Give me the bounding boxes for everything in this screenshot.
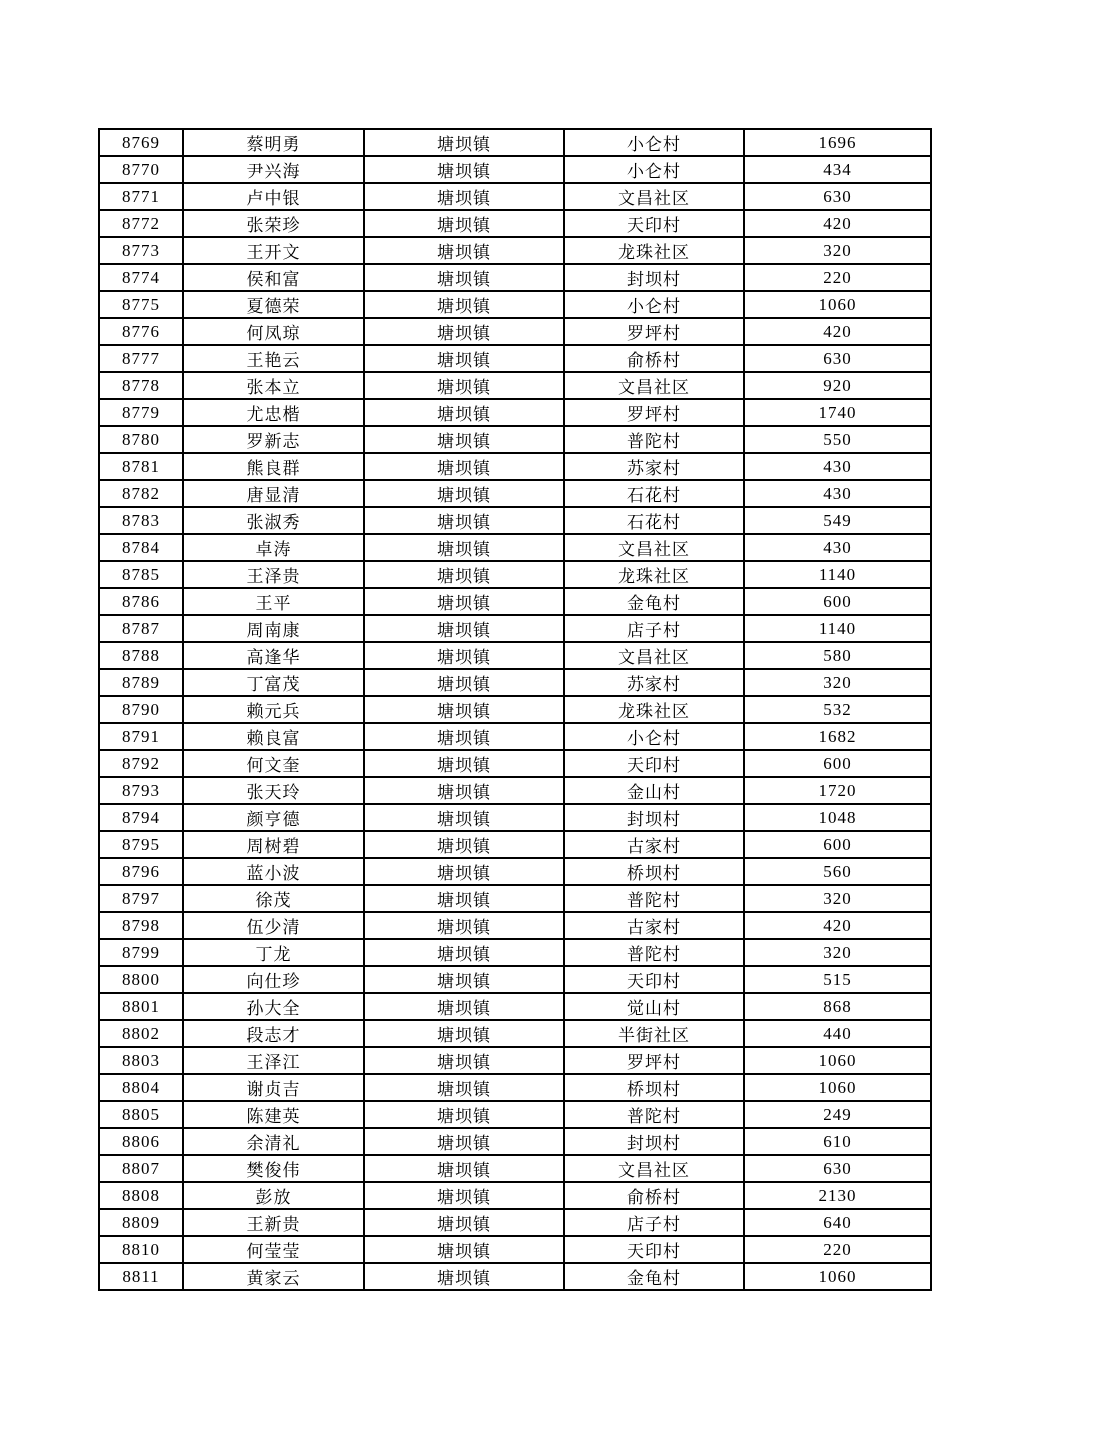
cell-person-name: 颜亨德 xyxy=(183,804,364,831)
cell-village: 半街社区 xyxy=(564,1020,744,1047)
cell-person-name: 王平 xyxy=(183,588,364,615)
cell-town: 塘坝镇 xyxy=(364,1101,564,1128)
cell-serial-number: 8774 xyxy=(99,264,183,291)
cell-town: 塘坝镇 xyxy=(364,858,564,885)
cell-person-name: 卢中银 xyxy=(183,183,364,210)
cell-town: 塘坝镇 xyxy=(364,723,564,750)
cell-village: 小仑村 xyxy=(564,156,744,183)
cell-town: 塘坝镇 xyxy=(364,129,564,156)
table-row xyxy=(99,291,931,318)
cell-amount: 560 xyxy=(744,858,931,885)
cell-serial-number: 8803 xyxy=(99,1047,183,1074)
cell-village: 小仑村 xyxy=(564,723,744,750)
cell-person-name: 王开文 xyxy=(183,237,364,264)
cell-serial-number: 8792 xyxy=(99,750,183,777)
cell-village: 天印村 xyxy=(564,750,744,777)
cell-town: 塘坝镇 xyxy=(364,696,564,723)
cell-serial-number: 8810 xyxy=(99,1236,183,1263)
table-row xyxy=(99,480,931,507)
cell-person-name: 王泽贵 xyxy=(183,561,364,588)
cell-amount: 1060 xyxy=(744,1263,931,1290)
cell-person-name: 陈建英 xyxy=(183,1101,364,1128)
cell-village: 俞桥村 xyxy=(564,1182,744,1209)
cell-person-name: 伍少清 xyxy=(183,912,364,939)
cell-town: 塘坝镇 xyxy=(364,1209,564,1236)
cell-village: 文昌社区 xyxy=(564,642,744,669)
cell-person-name: 樊俊伟 xyxy=(183,1155,364,1182)
cell-village: 龙珠社区 xyxy=(564,696,744,723)
cell-amount: 430 xyxy=(744,480,931,507)
cell-amount: 549 xyxy=(744,507,931,534)
cell-person-name: 罗新志 xyxy=(183,426,364,453)
cell-amount: 430 xyxy=(744,534,931,561)
cell-person-name: 丁龙 xyxy=(183,939,364,966)
cell-amount: 440 xyxy=(744,1020,931,1047)
cell-person-name: 侯和富 xyxy=(183,264,364,291)
cell-town: 塘坝镇 xyxy=(364,750,564,777)
cell-serial-number: 8796 xyxy=(99,858,183,885)
table-row xyxy=(99,1047,931,1074)
cell-town: 塘坝镇 xyxy=(364,1047,564,1074)
cell-village: 小仑村 xyxy=(564,291,744,318)
cell-serial-number: 8789 xyxy=(99,669,183,696)
table-row xyxy=(99,858,931,885)
cell-town: 塘坝镇 xyxy=(364,885,564,912)
cell-town: 塘坝镇 xyxy=(364,1128,564,1155)
cell-person-name: 周树碧 xyxy=(183,831,364,858)
cell-serial-number: 8802 xyxy=(99,1020,183,1047)
cell-town: 塘坝镇 xyxy=(364,210,564,237)
table-row xyxy=(99,696,931,723)
cell-serial-number: 8794 xyxy=(99,804,183,831)
cell-serial-number: 8786 xyxy=(99,588,183,615)
cell-amount: 434 xyxy=(744,156,931,183)
cell-serial-number: 8778 xyxy=(99,372,183,399)
cell-town: 塘坝镇 xyxy=(364,777,564,804)
cell-town: 塘坝镇 xyxy=(364,183,564,210)
table-row xyxy=(99,912,931,939)
cell-town: 塘坝镇 xyxy=(364,237,564,264)
table-row xyxy=(99,534,931,561)
cell-village: 店子村 xyxy=(564,1209,744,1236)
table-row xyxy=(99,1128,931,1155)
table-row xyxy=(99,183,931,210)
table-row xyxy=(99,561,931,588)
cell-serial-number: 8772 xyxy=(99,210,183,237)
cell-person-name: 卓涛 xyxy=(183,534,364,561)
cell-town: 塘坝镇 xyxy=(364,804,564,831)
cell-village: 天印村 xyxy=(564,210,744,237)
table-row xyxy=(99,1020,931,1047)
cell-town: 塘坝镇 xyxy=(364,561,564,588)
cell-person-name: 何文奎 xyxy=(183,750,364,777)
cell-town: 塘坝镇 xyxy=(364,939,564,966)
cell-serial-number: 8770 xyxy=(99,156,183,183)
cell-serial-number: 8782 xyxy=(99,480,183,507)
cell-village: 文昌社区 xyxy=(564,1155,744,1182)
table-row xyxy=(99,237,931,264)
cell-person-name: 余清礼 xyxy=(183,1128,364,1155)
table-row xyxy=(99,993,931,1020)
cell-town: 塘坝镇 xyxy=(364,480,564,507)
cell-serial-number: 8784 xyxy=(99,534,183,561)
cell-village: 罗坪村 xyxy=(564,399,744,426)
cell-serial-number: 8791 xyxy=(99,723,183,750)
cell-village: 龙珠社区 xyxy=(564,561,744,588)
cell-serial-number: 8779 xyxy=(99,399,183,426)
cell-serial-number: 8787 xyxy=(99,615,183,642)
cell-town: 塘坝镇 xyxy=(364,156,564,183)
cell-town: 塘坝镇 xyxy=(364,318,564,345)
table-body xyxy=(99,129,931,1290)
table-row xyxy=(99,318,931,345)
cell-town: 塘坝镇 xyxy=(364,1020,564,1047)
cell-amount: 1720 xyxy=(744,777,931,804)
cell-person-name: 向仕珍 xyxy=(183,966,364,993)
cell-amount: 249 xyxy=(744,1101,931,1128)
cell-person-name: 谢贞吉 xyxy=(183,1074,364,1101)
roster-table xyxy=(98,128,932,1291)
cell-amount: 220 xyxy=(744,1236,931,1263)
table-row xyxy=(99,588,931,615)
cell-serial-number: 8785 xyxy=(99,561,183,588)
cell-serial-number: 8799 xyxy=(99,939,183,966)
cell-person-name: 赖良富 xyxy=(183,723,364,750)
cell-town: 塘坝镇 xyxy=(364,588,564,615)
cell-amount: 220 xyxy=(744,264,931,291)
table-row xyxy=(99,615,931,642)
cell-town: 塘坝镇 xyxy=(364,291,564,318)
cell-amount: 1048 xyxy=(744,804,931,831)
cell-village: 石花村 xyxy=(564,480,744,507)
cell-village: 金龟村 xyxy=(564,588,744,615)
cell-town: 塘坝镇 xyxy=(364,426,564,453)
cell-amount: 2130 xyxy=(744,1182,931,1209)
cell-serial-number: 8804 xyxy=(99,1074,183,1101)
cell-amount: 550 xyxy=(744,426,931,453)
cell-town: 塘坝镇 xyxy=(364,345,564,372)
cell-village: 文昌社区 xyxy=(564,183,744,210)
cell-village: 苏家村 xyxy=(564,453,744,480)
cell-village: 古家村 xyxy=(564,912,744,939)
cell-person-name: 尤忠楷 xyxy=(183,399,364,426)
cell-amount: 430 xyxy=(744,453,931,480)
cell-serial-number: 8797 xyxy=(99,885,183,912)
cell-amount: 630 xyxy=(744,183,931,210)
cell-amount: 320 xyxy=(744,669,931,696)
cell-serial-number: 8805 xyxy=(99,1101,183,1128)
cell-serial-number: 8771 xyxy=(99,183,183,210)
table-row xyxy=(99,372,931,399)
cell-village: 罗坪村 xyxy=(564,1047,744,1074)
cell-amount: 640 xyxy=(744,1209,931,1236)
cell-person-name: 孙大全 xyxy=(183,993,364,1020)
cell-amount: 600 xyxy=(744,831,931,858)
cell-amount: 532 xyxy=(744,696,931,723)
table-row xyxy=(99,723,931,750)
cell-village: 桥坝村 xyxy=(564,858,744,885)
cell-serial-number: 8780 xyxy=(99,426,183,453)
cell-amount: 580 xyxy=(744,642,931,669)
cell-serial-number: 8769 xyxy=(99,129,183,156)
table-row xyxy=(99,1209,931,1236)
cell-serial-number: 8781 xyxy=(99,453,183,480)
cell-village: 文昌社区 xyxy=(564,534,744,561)
table-row xyxy=(99,426,931,453)
cell-amount: 610 xyxy=(744,1128,931,1155)
table-row xyxy=(99,264,931,291)
cell-amount: 630 xyxy=(744,1155,931,1182)
cell-person-name: 丁富茂 xyxy=(183,669,364,696)
cell-village: 俞桥村 xyxy=(564,345,744,372)
cell-serial-number: 8777 xyxy=(99,345,183,372)
cell-amount: 1682 xyxy=(744,723,931,750)
cell-amount: 320 xyxy=(744,885,931,912)
cell-serial-number: 8798 xyxy=(99,912,183,939)
cell-town: 塘坝镇 xyxy=(364,264,564,291)
cell-amount: 420 xyxy=(744,210,931,237)
table-row xyxy=(99,345,931,372)
cell-village: 古家村 xyxy=(564,831,744,858)
cell-village: 普陀村 xyxy=(564,885,744,912)
cell-village: 天印村 xyxy=(564,966,744,993)
cell-person-name: 彭放 xyxy=(183,1182,364,1209)
table-row xyxy=(99,1263,931,1290)
table-row xyxy=(99,399,931,426)
cell-amount: 920 xyxy=(744,372,931,399)
cell-amount: 1140 xyxy=(744,615,931,642)
cell-village: 封坝村 xyxy=(564,264,744,291)
cell-village: 普陀村 xyxy=(564,939,744,966)
cell-serial-number: 8776 xyxy=(99,318,183,345)
cell-person-name: 赖元兵 xyxy=(183,696,364,723)
cell-amount: 420 xyxy=(744,912,931,939)
cell-town: 塘坝镇 xyxy=(364,831,564,858)
table-row xyxy=(99,669,931,696)
table-row xyxy=(99,1155,931,1182)
cell-amount: 420 xyxy=(744,318,931,345)
cell-person-name: 周南康 xyxy=(183,615,364,642)
cell-serial-number: 8793 xyxy=(99,777,183,804)
cell-serial-number: 8788 xyxy=(99,642,183,669)
cell-amount: 1140 xyxy=(744,561,931,588)
cell-person-name: 蔡明勇 xyxy=(183,129,364,156)
cell-amount: 320 xyxy=(744,237,931,264)
cell-village: 金山村 xyxy=(564,777,744,804)
cell-town: 塘坝镇 xyxy=(364,534,564,561)
cell-person-name: 熊良群 xyxy=(183,453,364,480)
cell-amount: 1060 xyxy=(744,1074,931,1101)
cell-person-name: 段志才 xyxy=(183,1020,364,1047)
cell-person-name: 唐显清 xyxy=(183,480,364,507)
cell-town: 塘坝镇 xyxy=(364,966,564,993)
cell-amount: 320 xyxy=(744,939,931,966)
cell-town: 塘坝镇 xyxy=(364,615,564,642)
table-row xyxy=(99,1074,931,1101)
cell-person-name: 张淑秀 xyxy=(183,507,364,534)
cell-village: 封坝村 xyxy=(564,1128,744,1155)
cell-serial-number: 8807 xyxy=(99,1155,183,1182)
cell-person-name: 黄家云 xyxy=(183,1263,364,1290)
cell-town: 塘坝镇 xyxy=(364,912,564,939)
table-row xyxy=(99,804,931,831)
cell-village: 金龟村 xyxy=(564,1263,744,1290)
cell-village: 普陀村 xyxy=(564,1101,744,1128)
cell-serial-number: 8808 xyxy=(99,1182,183,1209)
cell-person-name: 尹兴海 xyxy=(183,156,364,183)
cell-person-name: 王新贵 xyxy=(183,1209,364,1236)
cell-amount: 600 xyxy=(744,750,931,777)
cell-serial-number: 8773 xyxy=(99,237,183,264)
cell-village: 苏家村 xyxy=(564,669,744,696)
cell-person-name: 何凤琼 xyxy=(183,318,364,345)
cell-town: 塘坝镇 xyxy=(364,1155,564,1182)
cell-serial-number: 8783 xyxy=(99,507,183,534)
cell-town: 塘坝镇 xyxy=(364,642,564,669)
cell-serial-number: 8800 xyxy=(99,966,183,993)
cell-serial-number: 8809 xyxy=(99,1209,183,1236)
cell-village: 觉山村 xyxy=(564,993,744,1020)
cell-village: 桥坝村 xyxy=(564,1074,744,1101)
cell-town: 塘坝镇 xyxy=(364,669,564,696)
cell-person-name: 张荣珍 xyxy=(183,210,364,237)
cell-serial-number: 8790 xyxy=(99,696,183,723)
cell-person-name: 夏德荣 xyxy=(183,291,364,318)
cell-town: 塘坝镇 xyxy=(364,1182,564,1209)
cell-village: 石花村 xyxy=(564,507,744,534)
cell-town: 塘坝镇 xyxy=(364,372,564,399)
cell-village: 罗坪村 xyxy=(564,318,744,345)
cell-person-name: 王泽江 xyxy=(183,1047,364,1074)
cell-village: 龙珠社区 xyxy=(564,237,744,264)
table-row xyxy=(99,1101,931,1128)
table-row xyxy=(99,1236,931,1263)
table-row xyxy=(99,1182,931,1209)
cell-town: 塘坝镇 xyxy=(364,507,564,534)
table-row xyxy=(99,453,931,480)
cell-village: 天印村 xyxy=(564,1236,744,1263)
cell-serial-number: 8775 xyxy=(99,291,183,318)
cell-person-name: 张本立 xyxy=(183,372,364,399)
cell-amount: 515 xyxy=(744,966,931,993)
cell-person-name: 蓝小波 xyxy=(183,858,364,885)
table-row xyxy=(99,777,931,804)
table-row xyxy=(99,831,931,858)
table-row xyxy=(99,156,931,183)
cell-serial-number: 8795 xyxy=(99,831,183,858)
table-row xyxy=(99,966,931,993)
table-row xyxy=(99,507,931,534)
table-row xyxy=(99,129,931,156)
cell-town: 塘坝镇 xyxy=(364,399,564,426)
cell-town: 塘坝镇 xyxy=(364,993,564,1020)
cell-amount: 600 xyxy=(744,588,931,615)
cell-amount: 868 xyxy=(744,993,931,1020)
cell-amount: 630 xyxy=(744,345,931,372)
cell-serial-number: 8806 xyxy=(99,1128,183,1155)
cell-village: 店子村 xyxy=(564,615,744,642)
cell-serial-number: 8811 xyxy=(99,1263,183,1290)
table-row xyxy=(99,939,931,966)
cell-person-name: 何莹莹 xyxy=(183,1236,364,1263)
cell-amount: 1060 xyxy=(744,1047,931,1074)
cell-town: 塘坝镇 xyxy=(364,1263,564,1290)
cell-village: 普陀村 xyxy=(564,426,744,453)
table-row xyxy=(99,885,931,912)
cell-village: 文昌社区 xyxy=(564,372,744,399)
cell-person-name: 王艳云 xyxy=(183,345,364,372)
table-row xyxy=(99,210,931,237)
cell-town: 塘坝镇 xyxy=(364,1074,564,1101)
cell-town: 塘坝镇 xyxy=(364,1236,564,1263)
cell-person-name: 高逢华 xyxy=(183,642,364,669)
cell-amount: 1740 xyxy=(744,399,931,426)
cell-person-name: 徐茂 xyxy=(183,885,364,912)
cell-village: 封坝村 xyxy=(564,804,744,831)
table-row xyxy=(99,750,931,777)
cell-serial-number: 8801 xyxy=(99,993,183,1020)
cell-town: 塘坝镇 xyxy=(364,453,564,480)
table-row xyxy=(99,642,931,669)
cell-village: 小仑村 xyxy=(564,129,744,156)
cell-person-name: 张天玲 xyxy=(183,777,364,804)
cell-amount: 1060 xyxy=(744,291,931,318)
cell-amount: 1696 xyxy=(744,129,931,156)
